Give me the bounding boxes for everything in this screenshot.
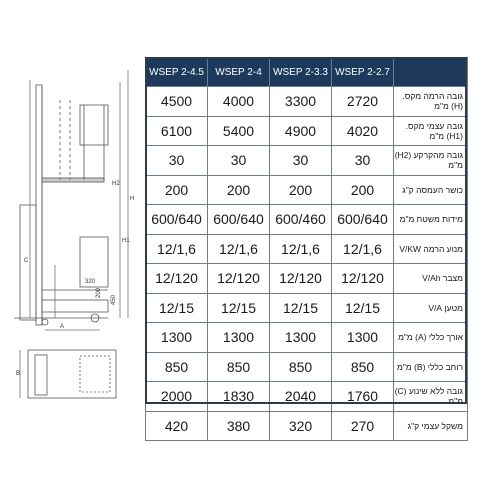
spec-value: 5400 (208, 116, 270, 146)
spec-value: 2720 (332, 87, 394, 117)
dim-label-a: A (60, 324, 65, 330)
dim-label-h: H (130, 196, 135, 202)
table-row (146, 116, 468, 146)
table-row (146, 205, 468, 235)
table-row (146, 382, 468, 412)
top-view (28, 350, 116, 398)
spec-value: 2040 (270, 382, 332, 412)
table-row (146, 87, 468, 117)
spec-value: 12/1,6 (332, 234, 394, 264)
spec-value: 200 (332, 175, 394, 205)
spec-value: 30 (270, 146, 332, 176)
dim-label-450: 450 (111, 294, 117, 305)
spec-label: רוחב כללי (B) מ"מ (394, 352, 468, 382)
spec-value: 12/15 (332, 293, 394, 323)
spec-value: 380 (208, 411, 270, 441)
technical-drawing (0, 0, 150, 500)
dim-label-b: B (16, 371, 21, 377)
label-header (394, 58, 468, 87)
spec-value: 12/1,6 (270, 234, 332, 264)
spec-label: גובה הרמה מקס. (H) מ"מ (394, 87, 468, 117)
spec-value: 2000 (146, 382, 208, 412)
spec-value: 12/120 (332, 264, 394, 294)
spec-label: מטען V/A (394, 293, 468, 323)
spec-table (145, 57, 468, 441)
dim-label-200: 200 (96, 287, 102, 298)
spec-label: גובה מהקרקע (H2) מ"מ (394, 146, 468, 176)
spec-value: 30 (146, 146, 208, 176)
table-row (146, 234, 468, 264)
spec-value: 12/120 (270, 264, 332, 294)
spec-value: 12/120 (146, 264, 208, 294)
spec-value: 30 (332, 146, 394, 176)
raised-platform (42, 178, 104, 182)
spec-value: 12/15 (208, 293, 270, 323)
model-header: WSEP 2-4 (208, 58, 270, 87)
spec-value: 1300 (208, 323, 270, 353)
front-wheel (42, 319, 48, 325)
spec-value: 1300 (332, 323, 394, 353)
spec-value: 200 (208, 175, 270, 205)
spec-label: גובה ללא שינוע (C) מ"מ (394, 382, 468, 412)
spec-value: 420 (146, 411, 208, 441)
spec-label: גובה עצמי מקס. (H1) מ"מ (394, 116, 468, 146)
mast (36, 85, 42, 325)
spec-value: 12/15 (270, 293, 332, 323)
spec-value: 850 (270, 352, 332, 382)
spec-value: 600/640 (332, 205, 394, 235)
spec-value: 30 (208, 146, 270, 176)
spec-value: 600/460 (270, 205, 332, 235)
spec-value: 4500 (146, 87, 208, 117)
dim-label-c: C (24, 258, 29, 264)
spec-value: 200 (146, 175, 208, 205)
spec-value: 850 (332, 352, 394, 382)
spec-label: אורך כללי (A) מ"מ (394, 323, 468, 353)
spec-value: 320 (270, 411, 332, 441)
spec-value: 200 (270, 175, 332, 205)
spec-value: 4900 (270, 116, 332, 146)
spec-value: 1300 (270, 323, 332, 353)
spec-label: מידות משטח מ"מ (394, 205, 468, 235)
table-row (146, 323, 468, 353)
spec-value: 600/640 (208, 205, 270, 235)
spec-value: 850 (146, 352, 208, 382)
model-header: WSEP 2-4.5 (146, 58, 208, 87)
dim-label-h2: H2 (112, 181, 120, 187)
spec-value: 6100 (146, 116, 208, 146)
dim-label-h1: H1 (122, 238, 130, 244)
spec-value: 1300 (146, 323, 208, 353)
spec-value: 4020 (332, 116, 394, 146)
spec-label: מנוע הרמה V/KW (394, 234, 468, 264)
spec-value: 3300 (270, 87, 332, 117)
spec-value: 4000 (208, 87, 270, 117)
table-row (146, 264, 468, 294)
spec-value: 270 (332, 411, 394, 441)
table-row (146, 411, 468, 441)
model-header: WSEP 2-3.3 (270, 58, 332, 87)
table-row (146, 175, 468, 205)
table-row (146, 352, 468, 382)
spec-value: 1830 (208, 382, 270, 412)
spec-value: 600/640 (146, 205, 208, 235)
spec-label: כושר העמסה ק"ג (394, 175, 468, 205)
table-row (146, 293, 468, 323)
table-row (146, 146, 468, 176)
spec-value: 12/120 (208, 264, 270, 294)
spec-value: 1760 (332, 382, 394, 412)
table-header-row (146, 58, 468, 87)
spec-label: מצבר V/Ah (394, 264, 468, 294)
spec-value: 850 (208, 352, 270, 382)
spec-label: משקל עצמי ק"ג (394, 411, 468, 441)
spec-value: 12/1,6 (208, 234, 270, 264)
spec-value: 12/1,6 (146, 234, 208, 264)
spec-value: 12/15 (146, 293, 208, 323)
model-header: WSEP 2-2.7 (332, 58, 394, 87)
dim-label-320: 320 (85, 279, 96, 285)
